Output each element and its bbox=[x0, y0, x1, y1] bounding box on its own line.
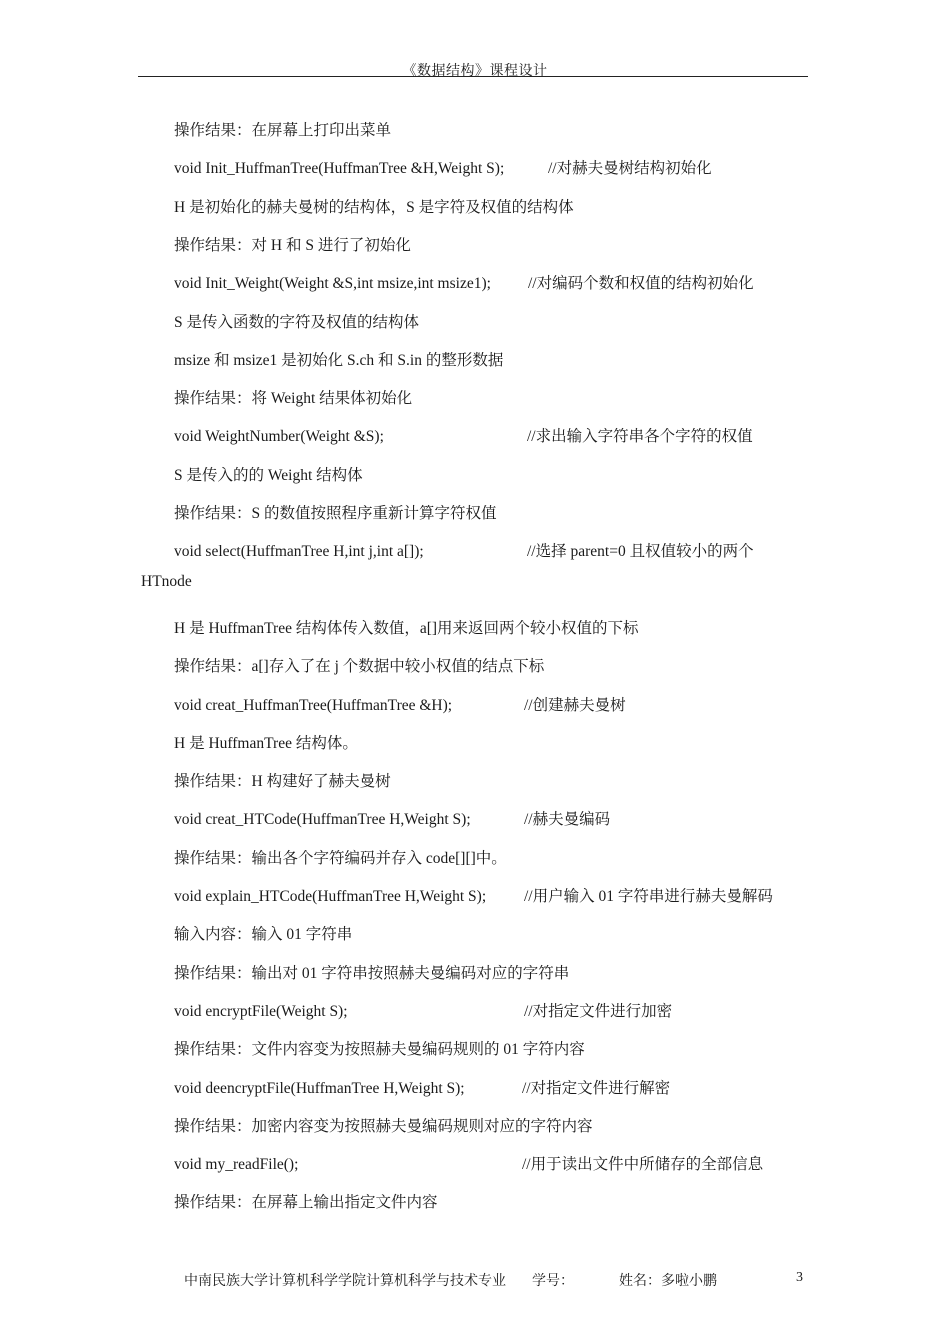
text-line bbox=[174, 656, 544, 678]
line-comment: //对编码个数和权值的结构初始化 bbox=[528, 275, 754, 293]
text-line bbox=[174, 120, 391, 142]
line-text: H 是 HuffmanTree 结构体传入数值，a[]用来返回两个较小权值的下标 bbox=[174, 619, 639, 637]
text-line bbox=[174, 158, 712, 180]
footer-page-number: 3 bbox=[796, 1270, 803, 1285]
text-line bbox=[174, 963, 569, 985]
line-text: void select(HuffmanTree H,int j,int a[]); bbox=[174, 543, 424, 561]
line-text: 输入内容：输入 01 字符串 bbox=[174, 926, 353, 944]
text-line bbox=[174, 771, 391, 793]
text-line bbox=[174, 809, 611, 831]
footer-student-id: 学号： bbox=[532, 1274, 574, 1289]
line-text: msize 和 msize1 是初始化 S.ch 和 S.in 的整形数据 bbox=[174, 351, 504, 369]
text-line bbox=[174, 426, 753, 448]
line-text: H 是 HuffmanTree 结构体。 bbox=[174, 734, 358, 752]
text-line bbox=[174, 886, 773, 908]
line-text: void WeightNumber(Weight &S); bbox=[174, 428, 384, 446]
line-text: void deencryptFile(HuffmanTree H,Weight S); bbox=[174, 1079, 465, 1097]
text-line bbox=[174, 388, 412, 410]
line-comment: //赫夫曼编码 bbox=[524, 811, 611, 829]
line-text: 操作结果：将 Weight 结果体初始化 bbox=[174, 390, 413, 408]
text-line bbox=[174, 1116, 593, 1138]
text-line bbox=[174, 1078, 671, 1100]
footer-institution: 中南民族大学计算机科学学院计算机科学与技术专业 bbox=[184, 1274, 506, 1289]
text-line bbox=[174, 541, 754, 563]
line-text: void Init_HuffmanTree(HuffmanTree &H,Weight S); bbox=[174, 160, 505, 178]
line-text: 操作结果：加密内容变为按照赫夫曼编码规则对应的字符内容 bbox=[174, 1117, 593, 1135]
text-line bbox=[174, 733, 358, 755]
line-text: S 是传入函数的字符及权值的结构体 bbox=[174, 313, 419, 331]
line-text: 操作结果：对 H 和 S 进行了初始化 bbox=[174, 236, 411, 254]
text-line bbox=[174, 273, 754, 295]
footer-name: 姓名：多啦小鹏 bbox=[619, 1274, 717, 1289]
line-text: 操作结果：文件内容变为按照赫夫曼编码规则的 01 字符内容 bbox=[174, 1041, 585, 1059]
line-text: HTnode bbox=[141, 572, 192, 590]
line-text: 操作结果：在屏幕上输出指定文件内容 bbox=[174, 1194, 438, 1212]
line-text: void encryptFile(Weight S); bbox=[174, 1002, 348, 1020]
text-line bbox=[174, 197, 574, 219]
header-rule bbox=[138, 76, 808, 77]
text-line bbox=[174, 924, 352, 946]
header-title: 《数据结构》课程设计 bbox=[402, 64, 548, 79]
line-comment: //用于读出文件中所储存的全部信息 bbox=[522, 1156, 764, 1174]
text-line bbox=[174, 618, 639, 640]
text-line bbox=[174, 848, 507, 870]
line-comment: //创建赫夫曼树 bbox=[524, 696, 626, 714]
text-line bbox=[174, 350, 503, 372]
line-comment: //求出输入字符串各个字符的权值 bbox=[527, 428, 753, 446]
line-text: 操作结果：a[]存入了在 j 个数据中较小权值的结点下标 bbox=[174, 658, 545, 676]
line-text: 操作结果：在屏幕上打印出菜单 bbox=[174, 122, 392, 139]
text-line bbox=[174, 235, 411, 257]
text-line bbox=[174, 1039, 585, 1061]
text-line bbox=[174, 465, 363, 487]
line-comment: //对赫夫曼树结构初始化 bbox=[548, 160, 712, 178]
text-line bbox=[174, 1001, 673, 1023]
line-comment: //用户输入 01 字符串进行赫夫曼解码 bbox=[524, 888, 773, 905]
line-text: S 是传入的的 Weight 结构体 bbox=[174, 466, 363, 484]
text-line bbox=[141, 571, 192, 593]
line-comment: //对指定文件进行解密 bbox=[522, 1079, 671, 1097]
line-text: 操作结果：输出各个字符编码并存入 code[][]中。 bbox=[174, 849, 507, 867]
text-line bbox=[174, 503, 497, 525]
line-text: 操作结果：H 构建好了赫夫曼树 bbox=[174, 773, 391, 791]
text-line bbox=[174, 1192, 438, 1214]
text-line bbox=[174, 695, 626, 717]
line-comment: //选择 parent=0 且权值较小的两个 bbox=[527, 543, 754, 561]
line-text: 操作结果：输出对 01 字符串按照赫夫曼编码对应的字符串 bbox=[174, 964, 570, 982]
line-comment: //对指定文件进行加密 bbox=[524, 1002, 673, 1020]
text-line bbox=[174, 312, 419, 334]
line-text: H 是初始化的赫夫曼树的结构体，S 是字符及权值的结构体 bbox=[174, 198, 574, 216]
text-line bbox=[174, 1154, 764, 1176]
line-text: void creat_HuffmanTree(HuffmanTree &H); bbox=[174, 696, 453, 714]
line-text: void explain_HTCode(HuffmanTree H,Weight S); bbox=[174, 888, 487, 905]
line-text: 操作结果：S 的数值按照程序重新计算字符权值 bbox=[174, 505, 497, 522]
line-text: void Init_Weight(Weight &S,int msize,int msize1); bbox=[174, 275, 491, 293]
line-text: void my_readFile(); bbox=[174, 1156, 299, 1174]
line-text: void creat_HTCode(HuffmanTree H,Weight S); bbox=[174, 811, 471, 829]
